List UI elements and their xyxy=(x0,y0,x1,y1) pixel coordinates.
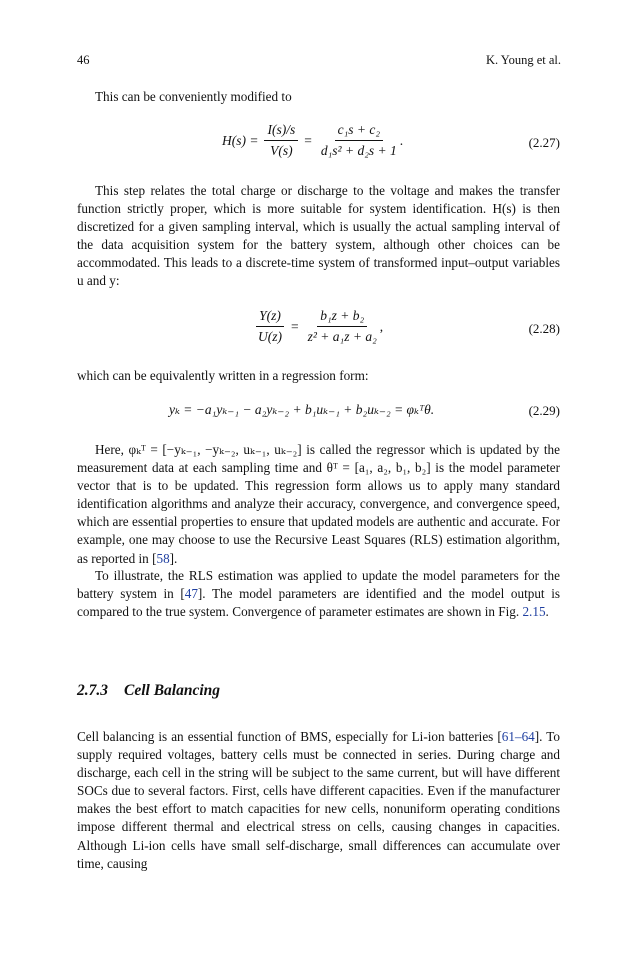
intro-line: This can be conveniently modified to xyxy=(95,89,292,104)
section-heading xyxy=(77,682,220,700)
equation-number-2-29: (2.29) xyxy=(528,403,560,418)
eq-2-29-body: yₖ = −a₁yₖ₋₁ − a₂yₖ₋₂ + b₁uₖ₋₁ + b₂uₖ₋₂ = φₖᵀθ. xyxy=(169,402,435,417)
equation-number-2-27: (2.27) xyxy=(528,135,560,150)
paragraph-cell-balancing: Cell balancing is an essential function of BMS, especially for Li-ion batteries [61–64]. To supply required voltages, battery cells must be connected in series. During charge and discharge, each cell in the string will be subject to the same current, but will have different SOCs due to several factors. First, cells have different capacities. Even if the manufacturer makes the best effort to match capacities for new cells, nonuniform operating conditions impose different thermal and electrical stress on cells, causing changes in capacities. Although Li-ion cells have small self-discharge, small differences can accumulate over time, causing xyxy=(77,729,561,871)
eq-2-27-lhs: H(s) = xyxy=(222,132,259,148)
equation-2-27: H(s) = $\frac{I(s)/s}{V(s)}$ = $\frac{\text{c₁s + c₂}}{\text{d₁s² + d₂s + 1}}$ . (2.27) xyxy=(222,122,560,158)
equation-2-29 xyxy=(77,400,560,424)
paragraph-discretization: This step relates the total charge or discharge to the voltage and makes the transfer function strictly proper, which is more suitable for system identification. H(s) is then discretized for a given sampling interval, which is usually the actual sampling interval of the data acquisition system for the battery system, although other choices can be accommodated. This leads to a discrete-time system of transformed input–output variables u and y: xyxy=(77,183,561,289)
paragraph-regressor: Here, φₖᵀ = [−yₖ₋₁, −yₖ₋₂, uₖ₋₁, uₖ₋₂] is called the regressor which is updated by the measurement data at each sampling time and θᵀ = [a₁, a₂, b₁, b₂] is the model parameter vector that is to be updated. This regression form allows us to apply many standard identification algorithms and analyze their accuracy, convergence, and convergence speed, which are essential properties to ensure that updated models are authentic and accurate. For example, one may choose to use the Recursive Least Squares (RLS) estimation algorithm, as reported in [58]. xyxy=(77,442,560,566)
eq-2-28-fraction-1: $\frac{Y(z)}{U(z)}$ xyxy=(258,308,282,344)
eq-2-27-fraction-1: $\frac{I(s)/s}{V(s)}$ xyxy=(264,122,298,159)
running-header-authors: K. Young et al. xyxy=(485,53,561,67)
figure-ref-2-15[interactable]: 2.15 xyxy=(522,604,546,620)
citation-61-64[interactable]: 61–64 xyxy=(501,729,535,744)
paragraph-regression-intro: which can be equivalently written in a regression form: xyxy=(77,368,369,383)
citation-58[interactable]: 58 xyxy=(156,550,170,566)
equation-2-28: $\frac{Y(z)}{U(z)}$ = $\frac{\text{b₁z + b₂}}{\text{z² + a₁z + a₂}}$ , (2.28) xyxy=(77,306,560,356)
eq-2-27-fraction-2: $\frac{\text{c₁s + c₂}}{\text{d₁s² + d₂s + 1}}$ xyxy=(320,122,397,158)
citation-47[interactable]: 47 xyxy=(184,586,198,602)
section-title: Cell Balancing xyxy=(124,682,221,699)
equation-number-2-28: (2.28) xyxy=(528,321,560,336)
page-number: 46 xyxy=(77,53,90,67)
eq-2-28-fraction-2: $\frac{\text{b₁z + b₂}}{\text{z² + a₁z + a₂}}$ xyxy=(307,308,377,344)
section-number: 2.7.3 xyxy=(77,682,108,699)
paragraph-rls-illustration: To illustrate, the RLS estimation was applied to update the model parameters for the battery system in [47]. The model parameters are identified and the model output is compared to the true system. Convergence of parameter estimates are shown in Fig. 2.15. xyxy=(77,568,561,620)
